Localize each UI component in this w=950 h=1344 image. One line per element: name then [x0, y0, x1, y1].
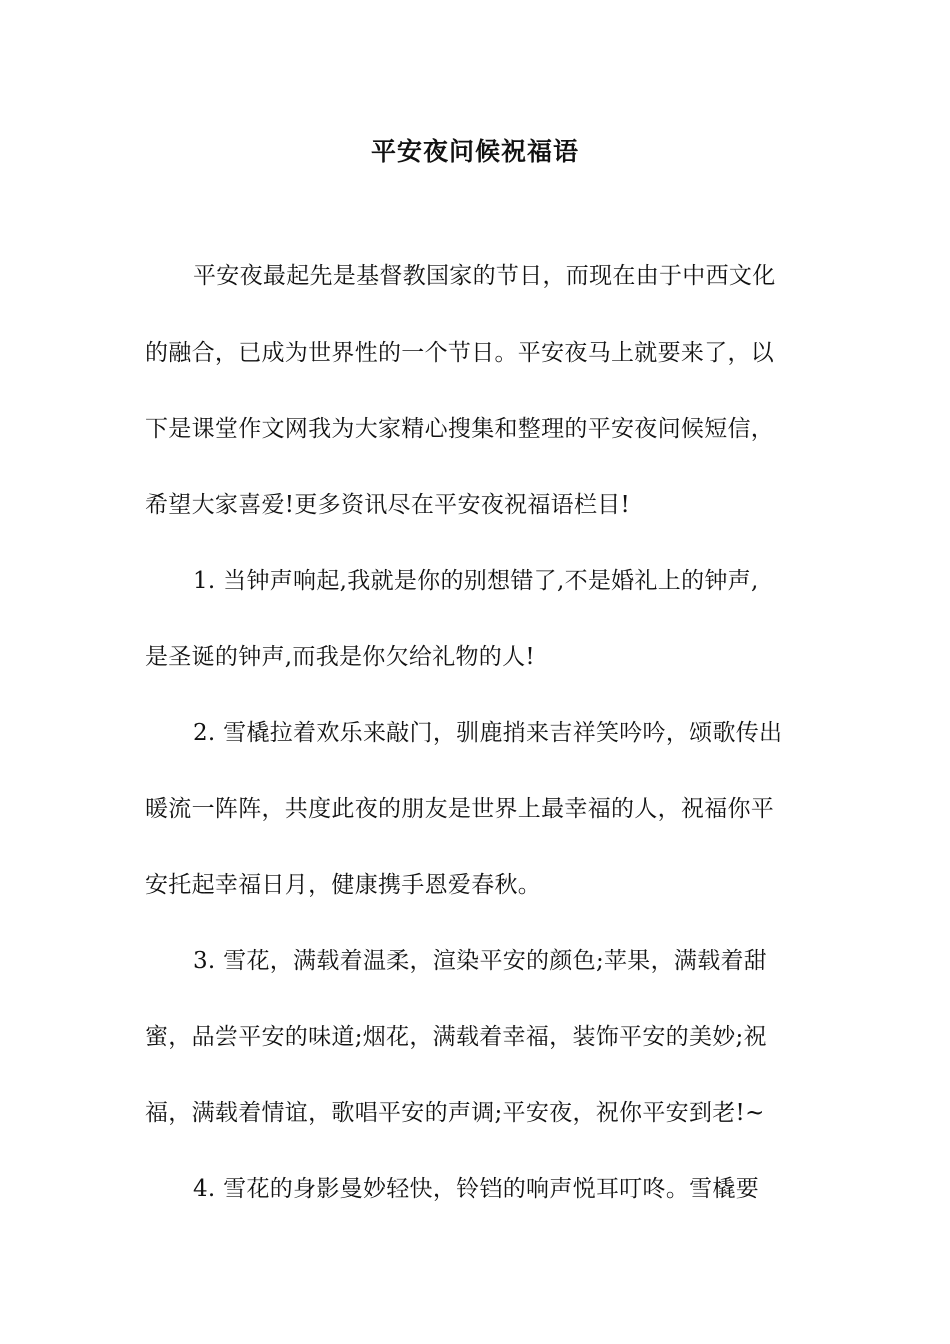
- list-item-line: 暖流一阵阵，共度此夜的朋友是世界上最幸福的人，祝福你平: [145, 796, 775, 822]
- document-title: 平安夜问候祝福语: [370, 137, 579, 166]
- list-item-line: 福，满载着情谊，歌唱平安的声调;平安夜，祝你平安到老!~: [145, 1100, 765, 1126]
- paragraph-line: 的融合，已成为世界性的一个节日。平安夜马上就要来了，以: [145, 340, 775, 366]
- list-item-line: 安托起幸福日月，健康携手恩爱春秋。: [145, 872, 542, 898]
- paragraph-line: 下是课堂作文网我为大家精心搜集和整理的平安夜问候短信，: [145, 416, 775, 442]
- list-item-line: 蜜，品尝平安的味道;烟花，满载着幸福，装饰平安的美妙;祝: [145, 1024, 767, 1050]
- list-item-line: 4. 雪花的身影曼妙轻快，铃铛的响声悦耳叮咚。雪橇要: [193, 1176, 760, 1202]
- paragraph-line: 希望大家喜爱!更多资讯尽在平安夜祝福语栏目!: [145, 492, 631, 518]
- paragraph-line: 平安夜最起先是基督教国家的节日，而现在由于中西文化: [193, 263, 776, 289]
- list-item-line: 是圣诞的钟声,而我是你欠给礼物的人!: [145, 644, 535, 670]
- list-item-line: 3. 雪花，满载着温柔，渲染平安的颜色;苹果，满载着甜: [193, 948, 768, 974]
- list-item-line: 1. 当钟声响起,我就是你的别想错了,不是婚礼上的钟声,: [193, 568, 759, 594]
- list-item-line: 2. 雪橇拉着欢乐来敲门，驯鹿捎来吉祥笑吟吟，颂歌传出: [193, 720, 783, 746]
